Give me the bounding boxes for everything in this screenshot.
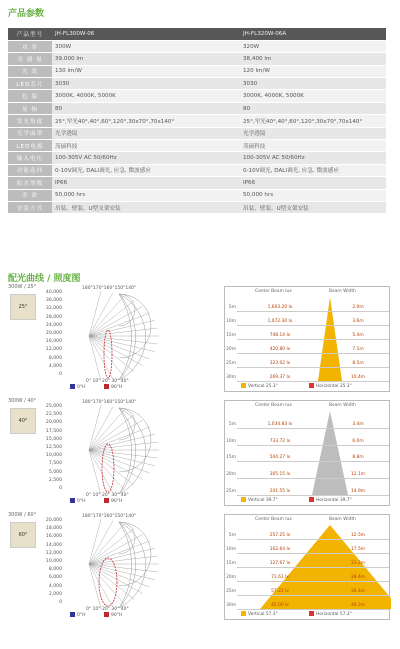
distance-label: 15m (226, 561, 236, 566)
illuminance-box (224, 400, 390, 506)
beam-thumbnail (10, 522, 36, 548)
beam-width-value: 7.1m (352, 347, 364, 352)
spec-value: 茂硕科技 (52, 140, 240, 152)
distance-label: 5m (228, 305, 236, 310)
distance-gridline (237, 478, 389, 479)
legend-0h (70, 612, 86, 618)
cd-tick-label: 8,000 (48, 567, 62, 573)
cd-tick-label: 15,000 (45, 436, 62, 442)
spec-row (8, 189, 386, 201)
spec-value: 50,000 hrs (52, 189, 240, 201)
vertical-angle-text: Vertical 57.3° (248, 612, 278, 617)
spec-row (8, 40, 386, 52)
spec-label: 色 温 (8, 90, 52, 102)
polar-grid-arc (119, 408, 151, 472)
beam-thumbnail (10, 294, 36, 320)
spec-value: 38,400 lm (240, 53, 386, 65)
spec-value: 光学透镜 (52, 127, 240, 139)
cd-tick-label: 16,000 (45, 339, 62, 345)
beam-width-header: Beam Width (329, 403, 356, 408)
center-beam-header: Center Beam lux (255, 403, 292, 408)
beam-width-value: 40.2m (350, 603, 366, 608)
distance-label: 20m (226, 575, 236, 580)
polar-top-angles: 180°170°160°150°140° (82, 400, 137, 405)
polar-bottom-angles: 0° 10° 20° 30° 40° (86, 607, 129, 612)
beam-width-header: Beam Width (329, 289, 356, 294)
illuminance-box (224, 286, 390, 392)
spec-value: 3000K, 4000K, 5000K (52, 90, 240, 102)
spec-value: 0-10V调光, DALI调光, 应急, 微波感应 (240, 164, 386, 176)
beam-width-header: Beam Width (329, 517, 356, 522)
spec-label: 输入电压 (8, 152, 52, 164)
spec-row (8, 78, 386, 90)
spec-row (8, 102, 386, 114)
polar-bottom-angles: 0° 10° 20° 30° 40° (86, 493, 129, 498)
polar-grid-arc (119, 522, 132, 608)
spec-value: 吊装、壁装、U型支架安装 (240, 201, 386, 213)
center-lux-value: 71.61 lx (271, 575, 289, 580)
polar-bottom-angles: 0° 10° 20° 30° 40° (86, 379, 129, 384)
center-lux-value: 733.72 lx (269, 438, 291, 444)
cd-tick-label: 40,000 (45, 290, 62, 295)
beam-width-value: 8.5m (352, 361, 364, 366)
cd-tick-label: 2,500 (48, 477, 62, 483)
spec-row (8, 115, 386, 127)
spec-value: 吊装、壁装、U型支架安装 (52, 201, 240, 213)
legend-0h-label: 0°H (77, 613, 86, 618)
distance-gridline (237, 445, 389, 446)
cd-tick-label: 20,000 (45, 518, 62, 523)
cd-tick-label: 12,000 (45, 347, 62, 353)
distance-gridline (237, 553, 389, 554)
polar-curve-90h (99, 558, 117, 606)
beam-width-value: 23.2m (350, 561, 366, 566)
center-lux-value: 420.80 lx (269, 347, 291, 352)
spec-row (8, 140, 386, 152)
spec-row (8, 177, 386, 189)
beam-angle-label: 60° (18, 532, 28, 538)
center-lux-value: 162.64 lx (269, 547, 291, 552)
polar-grid-arc (119, 522, 151, 586)
polar-grid-arc (119, 522, 136, 608)
spec-value: 100-305V AC 50/60Hz (240, 152, 386, 164)
distance-gridline (237, 567, 389, 568)
cd-tick-label: 25,000 (45, 404, 62, 409)
spec-value: 130 lm/W (52, 65, 240, 77)
beam-width-value: 10.4m (350, 375, 366, 380)
cd-tick-label: 10,000 (45, 453, 62, 459)
cd-tick-label: 18,000 (45, 526, 62, 532)
polar-grid-arc (119, 294, 132, 380)
cd-tick-label: 20,000 (45, 420, 62, 426)
spec-value: 25°,窄光40°,40°,60°,120°,30x70°,70x140° (240, 115, 386, 127)
distance-gridline (237, 495, 389, 496)
legend-90h (104, 498, 122, 504)
spec-value: 80 (52, 102, 240, 114)
distance-gridline (237, 428, 389, 429)
spec-label: 光学面罩 (8, 127, 52, 139)
spec-value: 320W (240, 40, 386, 52)
distance-label: 5m (228, 533, 236, 538)
spec-label: 产品型号 (8, 28, 52, 40)
distance-gridline (237, 461, 389, 462)
spec-label: 功 率 (8, 40, 52, 52)
polar-curve-diagram (64, 398, 174, 498)
distance-gridline (237, 367, 389, 368)
center-beam-header: Center Beam lux (255, 289, 292, 294)
distance-label: 20m (226, 347, 236, 352)
spec-model-b: JH-FL320W-06A (240, 28, 386, 40)
spec-value: 100-305V AC 50/60Hz (52, 152, 240, 164)
distance-label: 25m (226, 489, 236, 494)
distance-label: 10m (226, 438, 236, 444)
cd-tick-label: 10,000 (45, 559, 62, 564)
distance-label: 25m (226, 589, 236, 594)
polar-grid-arc (119, 294, 151, 358)
center-beam-header: Center Beam lux (255, 517, 292, 522)
beam-width-value: 6.0m (352, 438, 364, 444)
cd-tick-label: 24,000 (45, 322, 62, 328)
beam-width-value: 5.4m (352, 333, 364, 338)
center-lux-value: 323.02 lx (269, 361, 291, 366)
legend-0h-label: 0°H (77, 385, 86, 390)
cd-tick-label: 17,500 (45, 428, 62, 434)
center-lux-value: 305.15 lx (269, 472, 291, 478)
spec-value: 120 lm/W (240, 65, 386, 77)
cd-tick-label: 0 (59, 372, 62, 377)
spec-table (8, 28, 386, 214)
illuminance-box (224, 514, 390, 620)
distance-label: 15m (226, 455, 236, 461)
legend-90h-label: 90°H (111, 499, 123, 504)
center-lux-value: 241.55 lx (269, 489, 291, 494)
spec-value: 0-10V调光, DALI调光, 应急, 微波感应 (52, 164, 240, 176)
cd-tick-label: 4,000 (48, 363, 62, 369)
legend-0h-label: 0°H (77, 499, 86, 504)
beam-width-value: 12.1m (350, 472, 366, 478)
photometric-row (0, 512, 400, 622)
distance-label: 15m (226, 333, 236, 338)
cd-tick-label: 14,000 (45, 542, 62, 548)
spec-row (8, 65, 386, 77)
spec-label: 光 通 量 (8, 53, 52, 65)
spec-value: 3000K, 4000K, 5000K (240, 90, 386, 102)
beam-width-value: 3.4m (352, 421, 364, 427)
vertical-angle-text: Vertical 39.7° (248, 498, 278, 503)
cd-tick-label: 28,000 (45, 314, 62, 320)
polar-grid-arc (119, 408, 136, 494)
polar-curve-diagram (64, 284, 174, 384)
cd-tick-label: 12,000 (45, 550, 62, 556)
center-lux-value: 1,072.30 lx (267, 319, 293, 324)
beam-thumbnail (10, 408, 36, 434)
distance-gridline (237, 595, 389, 596)
photometric-row (0, 284, 400, 394)
distance-gridline (237, 311, 389, 312)
cd-tick-label: 8,000 (48, 355, 62, 361)
beam-tag: 300W / 60° (8, 512, 37, 518)
center-lux-value: 127.67 lx (269, 561, 291, 566)
cd-tick-label: 4,000 (48, 583, 62, 589)
spec-row (8, 201, 386, 213)
distance-gridline (237, 381, 389, 382)
polar-curve-90h (104, 330, 112, 378)
legend-90h (104, 612, 122, 618)
distance-label: 5m (228, 421, 236, 427)
spec-label: 发光角度 (8, 115, 52, 127)
cd-tick-label: 20,000 (45, 331, 62, 336)
legend-0h (70, 498, 86, 504)
cd-tick-label: 0 (59, 486, 62, 491)
beam-angle-label: 25° (18, 304, 28, 310)
cd-tick-label: 0 (59, 600, 62, 605)
cd-tick-label: 2,000 (48, 591, 62, 597)
center-lux-value: 1,034.83 lx (267, 421, 293, 427)
beam-width-value: 8.8m (352, 455, 364, 461)
spec-value: 50,000 hrs (240, 189, 386, 201)
cd-tick-label: 6,000 (48, 575, 62, 581)
spec-row (8, 53, 386, 65)
beam-width-value: 28.4m (350, 575, 366, 580)
spec-label: 显 指 (8, 102, 52, 114)
distance-gridline (237, 325, 389, 326)
cd-tick-label: 22,500 (45, 412, 62, 418)
horizontal-angle-text: Horizontal 39.7° (316, 498, 352, 503)
center-lux-value: 269.37 lx (269, 375, 291, 380)
horizontal-angle-text: Horizontal 57.3° (316, 612, 352, 617)
center-lux-value: 748.14 lx (269, 333, 291, 338)
spec-label: LED电源 (8, 140, 52, 152)
center-lux-value: 45.00 lx (271, 603, 289, 608)
spec-row (8, 164, 386, 176)
spec-value: IP66 (52, 177, 240, 189)
polar-grid-arc (119, 408, 132, 494)
spec-value: IP66 (240, 177, 386, 189)
beam-width-value: 14.9m (350, 489, 366, 494)
cd-tick-label: 12,500 (45, 445, 62, 450)
spec-label: LED芯片 (8, 78, 52, 90)
legend-90h-label: 90°H (111, 613, 123, 618)
horizontal-angle-text: Horizontal 25.3° (316, 384, 352, 389)
cd-tick-label: 7,500 (48, 461, 62, 467)
cd-tick-label: 16,000 (45, 534, 62, 540)
legend-90h (104, 384, 122, 390)
spec-row (8, 152, 386, 164)
beam-tag: 300W / 25° (8, 284, 37, 290)
legend-90h-label: 90°H (111, 385, 123, 390)
spec-value: 茂硕科技 (240, 140, 386, 152)
distance-gridline (237, 539, 389, 540)
spec-label: 安装方式 (8, 201, 52, 213)
spec-model-a: JH-FL300W-06 (52, 28, 240, 40)
center-lux-value: 1,603.20 lx (267, 305, 293, 310)
beam-width-value: 12.5m (350, 533, 366, 538)
distance-label: 30m (226, 603, 236, 608)
spec-value: 光学透镜 (240, 127, 386, 139)
center-lux-value: 257.25 lx (269, 533, 291, 538)
cd-tick-label: 32,000 (45, 306, 62, 312)
spec-value: 3030 (240, 78, 386, 90)
beam-width-value: 34.4m (350, 589, 366, 594)
distance-label: 30m (226, 375, 236, 380)
cd-tick-label: 5,000 (48, 469, 62, 475)
spec-value: 80 (240, 102, 386, 114)
spec-value: 25°,窄光40°,40°,60°,120°,30x70°,70x140° (52, 115, 240, 127)
cd-tick-label: 36,000 (45, 298, 62, 304)
polar-top-angles: 180°170°160°150°140° (82, 514, 137, 519)
spec-row (8, 90, 386, 102)
beam-tag: 300W / 40° (8, 398, 37, 404)
section-title-params: 产品参数 (8, 9, 45, 19)
distance-label: 20m (226, 472, 236, 478)
distance-gridline (237, 353, 389, 354)
spec-value: 300W (52, 40, 240, 52)
beam-width-value: 17.5m (350, 547, 366, 552)
photometric-row (0, 398, 400, 508)
spec-header-row (8, 28, 386, 40)
beam-width-value: 3.6m (352, 319, 364, 324)
spec-label: 光 效 (8, 65, 52, 77)
distance-gridline (237, 581, 389, 582)
vertical-angle-text: Vertical 25.3° (248, 384, 278, 389)
spec-row (8, 127, 386, 139)
center-lux-value: 57.22 lx (271, 589, 289, 594)
spec-label: 防水等级 (8, 177, 52, 189)
distance-gridline (237, 339, 389, 340)
section-title-curves: 配光曲线 / 照度图 (8, 274, 81, 284)
distance-label: 10m (226, 547, 236, 552)
polar-grid-arc (119, 294, 136, 380)
spec-value: 3030 (52, 78, 240, 90)
beam-angle-label: 40° (18, 418, 28, 424)
distance-gridline (237, 609, 389, 610)
spec-label: 功能选择 (8, 164, 52, 176)
distance-label: 25m (226, 361, 236, 366)
polar-top-angles: 180°170°160°150°140° (82, 286, 137, 291)
legend-0h (70, 384, 86, 390)
polar-curve-diagram (64, 512, 174, 612)
beam-width-value: 2.0m (352, 305, 364, 310)
center-lux-value: 544.27 lx (269, 455, 291, 461)
spec-value: 39,000 lm (52, 53, 240, 65)
spec-label: 寿 命 (8, 189, 52, 201)
distance-label: 10m (226, 319, 236, 324)
